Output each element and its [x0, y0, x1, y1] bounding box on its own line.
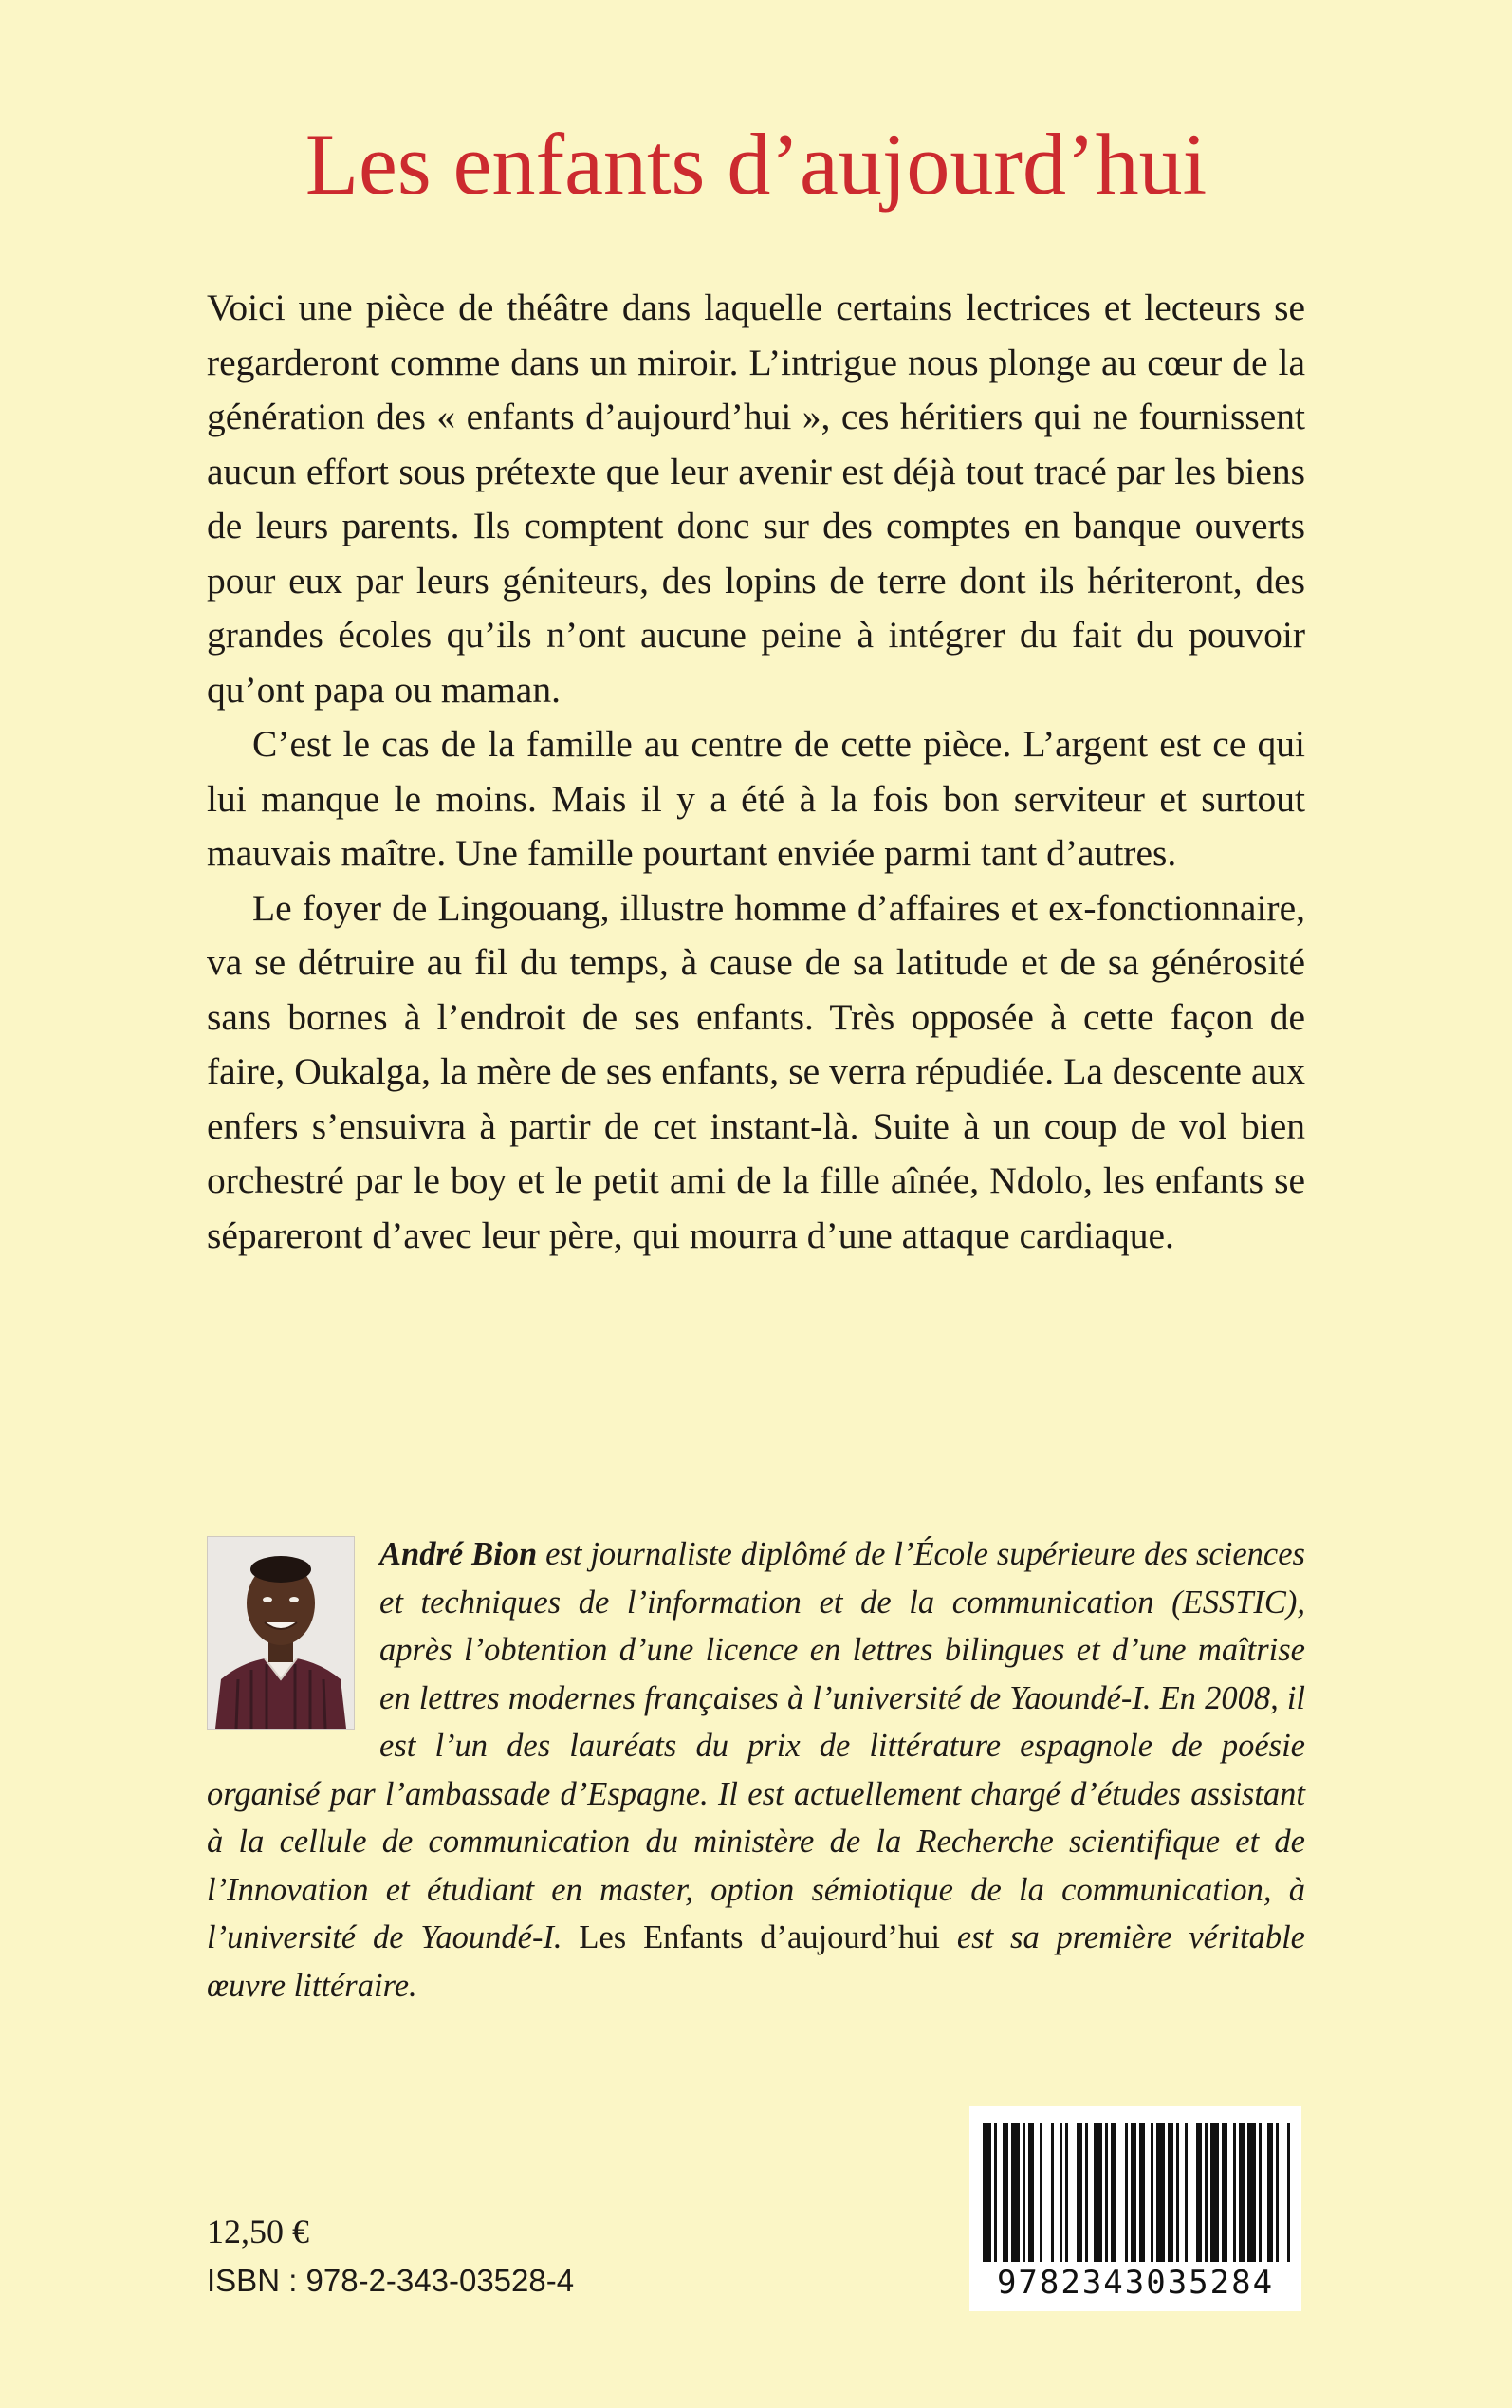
barcode-bar — [1051, 2123, 1054, 2262]
barcode-bar — [1168, 2123, 1173, 2262]
barcode-bar — [1139, 2123, 1145, 2262]
barcode-bar — [1011, 2123, 1020, 2262]
barcode-bar — [994, 2123, 997, 2262]
barcode-bar — [1210, 2123, 1219, 2262]
barcode-bar — [1125, 2123, 1128, 2262]
barcode-icon — [979, 2123, 1292, 2262]
person-portrait-icon — [208, 1537, 354, 1729]
barcode-bar — [1003, 2123, 1008, 2262]
barcode-bar — [1111, 2123, 1116, 2262]
barcode-bar — [1276, 2123, 1279, 2262]
isbn: ISBN : 978-2-343-03528-4 — [207, 2263, 575, 2298]
barcode-bar — [1185, 2123, 1188, 2262]
barcode-bar — [1065, 2123, 1068, 2262]
blurb-paragraph: Le foyer de Lingouang, illustre homme d’affaires et ex-fonctionnaire, va se détruire au fil du temps, à cause de sa latitude et de sa générosité sans bornes à l’endroit de ses enfants. Très opposée à cette façon de faire, Oukalga, la mère de ses enfants, se verra répudiée. La descente aux enfers s’ensuivra à partir de cet instant-là. Suite à un coup de vol bien orchestré par le boy et le petit ami de la fille aînée, Ndolo, les enfants se sépareront d’avec leur père, qui mourra d’une attaque cardiaque. — [207, 886, 1305, 1256]
barcode-bar — [1085, 2123, 1088, 2262]
barcode-bar — [1176, 2123, 1179, 2262]
barcode-bar — [1105, 2123, 1108, 2262]
author-photo — [207, 1536, 355, 1730]
barcode-digits: 9782343035284 — [996, 2264, 1275, 2302]
barcode-bar — [1222, 2123, 1227, 2262]
book-title: Les enfants d’aujourd’hui — [304, 116, 1208, 213]
barcode-bar — [1287, 2123, 1290, 2262]
barcode-bar — [983, 2123, 991, 2262]
author-bio-text — [207, 1530, 1305, 2010]
author-bio — [207, 1530, 1305, 2010]
barcode-bar — [1028, 2123, 1034, 2262]
price: 12,50 € — [207, 2213, 309, 2251]
barcode-bar — [1267, 2123, 1273, 2262]
barcode-bar — [1060, 2123, 1062, 2262]
author-bio-part1: est journaliste diplômé de l’École supérieure des sciences et techniques de l’information et de la communication (ESSTIC), après l’obtention d’une licence en lettres bilingues et d’une maîtrise en lettres modernes françaises à l’université de Yaoundé-I. En 2008, il est l’un des lauréats du prix de littérature espagnole de poésie organisé par l’ambassade d’Espagne. Il est actuellement chargé d’études assistant à la cellule de communication du ministère de la Recherche scientifique et de l’Innovation et étudiant en master, option sémiotique de la communication, à l’université de Yaoundé-I. — [207, 1536, 1305, 1955]
barcode-bar — [1247, 2123, 1256, 2262]
blurb-paragraph: C’est le cas de la famille au centre de cette pièce. L’argent est ce qui lui manque le moins. Mais il y a été à la fois bon serviteur et surtout mauvais maître. Une famille pourtant enviée parmi tant d’autres. — [207, 723, 1305, 874]
barcode-bar — [1156, 2123, 1165, 2262]
author-bio-part2: est sa première véritable œuvre littéraire. — [207, 1919, 1305, 2004]
barcode-bar — [1131, 2123, 1136, 2262]
author-name: André Bion — [379, 1536, 538, 1572]
barcode-bar — [1023, 2123, 1025, 2262]
blurb — [207, 281, 1305, 1263]
barcode — [969, 2106, 1301, 2311]
author-bio-book-title: Les Enfants d’aujourd’hui — [579, 1919, 940, 1955]
barcode-bar — [1259, 2123, 1262, 2262]
barcode-bar — [1077, 2123, 1082, 2262]
barcode-bar — [1040, 2123, 1042, 2262]
barcode-bar — [1094, 2123, 1102, 2262]
blurb-paragraph: Voici une pièce de théâtre dans laquelle certains lectrices et lecteurs se regarderont comme dans un miroir. L’intrigue nous plonge au cœur de la génération des « enfants d’aujourd’hui », ces héritiers qui ne fournissent aucun effort sous prétexte que leur avenir est déjà tout tracé par les biens de leurs parents. Ils comptent donc sur des comptes en banque ouverts pour eux par leurs géniteurs, des lopins de terre dont ils hériteront, des grandes écoles qu’ils n’ont aucune peine à intégrer du fait du pouvoir qu’ont papa ou maman. — [207, 287, 1305, 711]
barcode-bar — [1233, 2123, 1236, 2262]
barcode-bar — [1239, 2123, 1245, 2262]
barcode-bar — [1151, 2123, 1153, 2262]
barcode-bar — [1196, 2123, 1202, 2262]
barcode-bar — [1205, 2123, 1208, 2262]
